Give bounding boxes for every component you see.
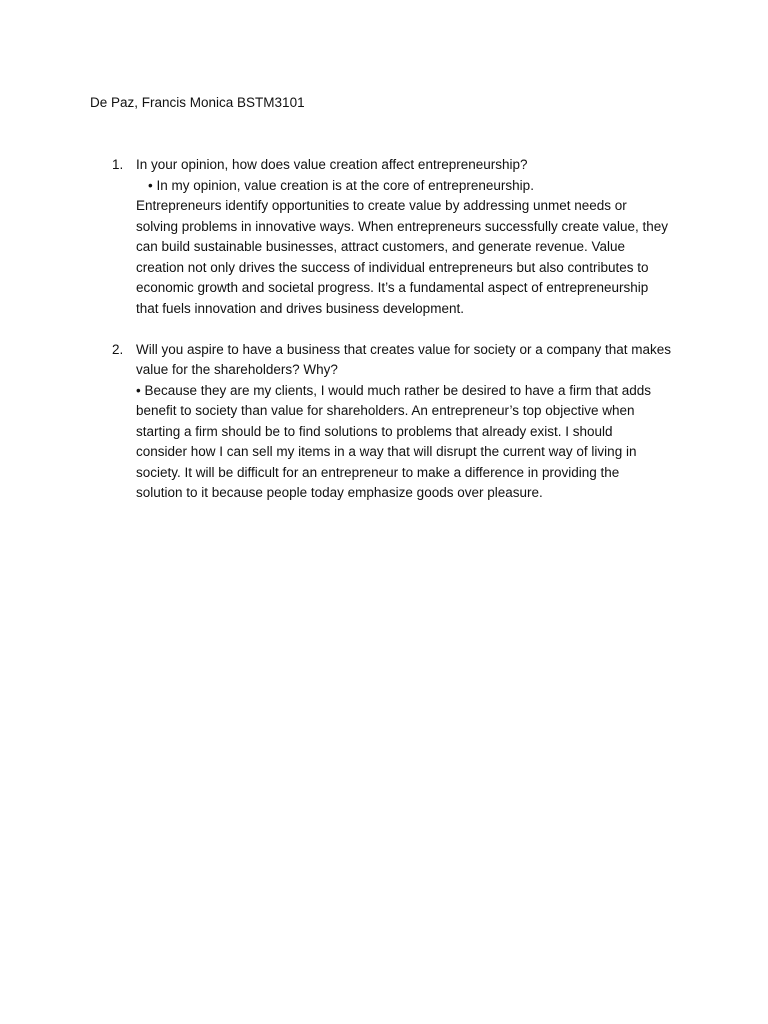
answer-line: • Because they are my clients, I would much rather be desired to have a firm that adds xyxy=(136,382,651,398)
question-list xyxy=(112,155,692,504)
answer-line: society. It will be difficult for an entrepreneur to make a difference in providing the xyxy=(136,464,620,480)
answer-line: Entrepreneurs identify opportunities to create value by addressing unmet needs or xyxy=(136,198,627,213)
answer-line: starting a firm should be to find solutions to problems that already exist. I should xyxy=(136,423,613,439)
author-line: De Paz, Francis Monica BSTM3101 xyxy=(90,95,305,110)
question-item-2 xyxy=(112,340,692,504)
answer-line: • In my opinion, value creation is at the core of entrepreneurship. xyxy=(148,177,534,193)
answer-line: can build sustainable businesses, attract customers, and generate revenue. Value xyxy=(136,239,626,254)
answer-line: that fuels innovation and drives business development. xyxy=(136,300,464,316)
question-item-1 xyxy=(112,155,692,319)
question-text: value for the shareholders? Why? xyxy=(136,362,338,377)
answer-line: solving problems in innovative ways. When entrepreneurs successfully create value, they xyxy=(136,218,669,234)
question-number: 1. xyxy=(112,157,124,172)
answer-line: benefit to society than value for shareholders. An entrepreneur’s top objective when xyxy=(136,403,635,418)
question-text: Will you aspire to have a business that creates value for society or a company that makes xyxy=(136,341,672,357)
question-number: 2. xyxy=(112,341,124,357)
answer-line: solution to it because people today emphasize goods over pleasure. xyxy=(136,485,543,500)
answer-line: consider how I can sell my items in a way that will disrupt the current way of living in xyxy=(136,444,637,459)
answer-line: creation not only drives the success of individual entrepreneurs but also contributes to xyxy=(136,259,649,275)
answer-line: economic growth and societal progress. It’s a fundamental aspect of entrepreneurship xyxy=(136,280,649,295)
question-text: In your opinion, how does value creation affect entrepreneurship? xyxy=(136,157,528,172)
